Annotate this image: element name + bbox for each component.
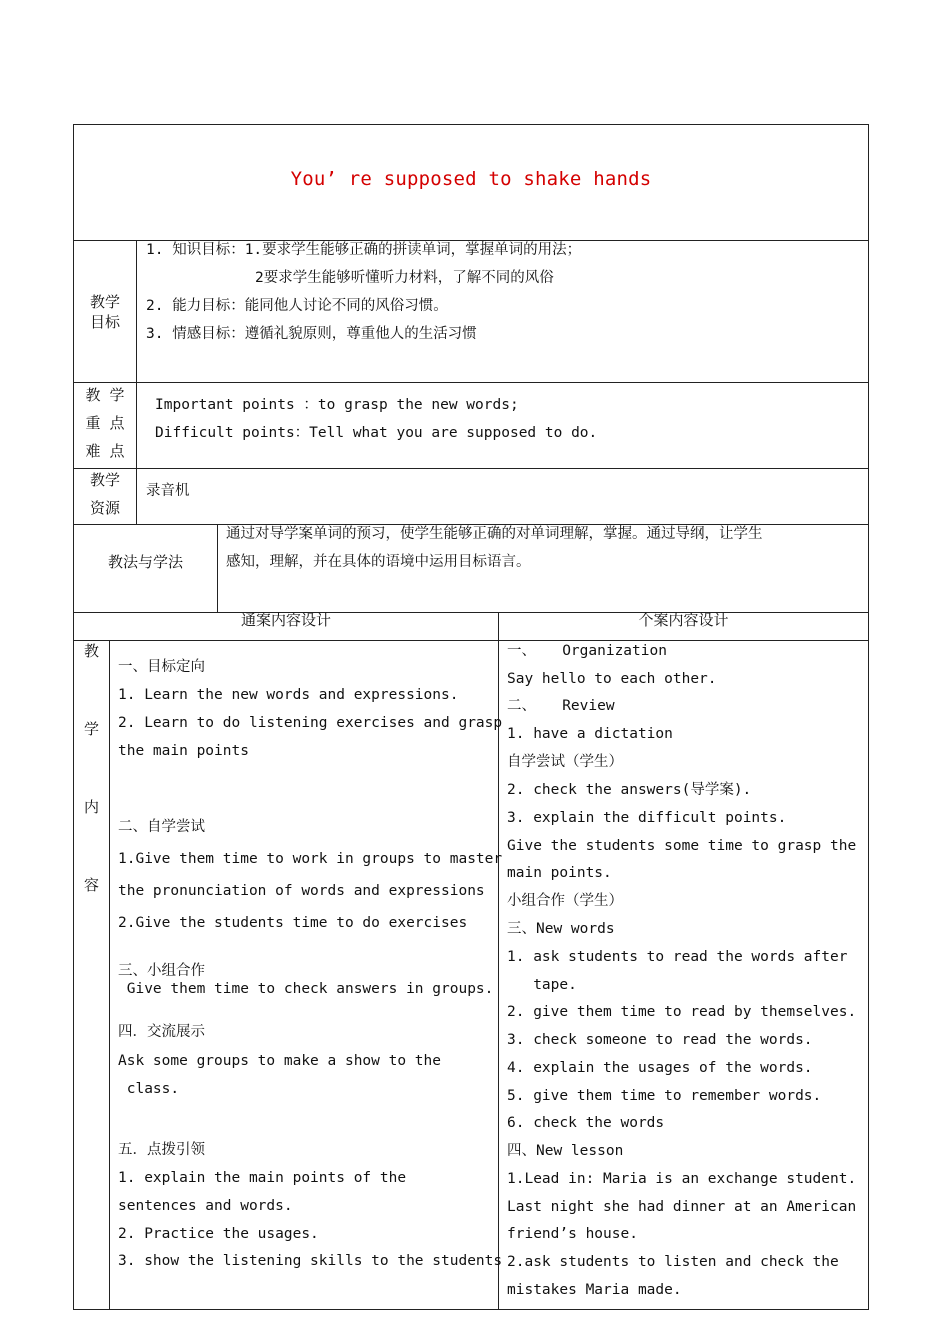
list-item: class. [118,1081,180,1097]
list-item: main points. [507,865,612,881]
content-label-char: 容 [83,876,99,894]
methods-line: 感知，理解，并在具体的语境中运用目标语言。 [226,554,531,570]
section-title: 二、自学尝试 [118,819,205,835]
resources-value: 录音机 [146,483,190,499]
list-item: 2.Give the students time to do exercises [118,915,468,931]
objectives-label-line: 目标 [89,313,120,331]
table-border-bottom [73,1309,869,1310]
key-points-label-line: 重 点 [85,414,125,432]
list-item: 6. check the words [507,1115,665,1131]
list-item: 5. give them time to remember words. [507,1088,822,1104]
objective-line: 3. 情感目标：遵循礼貌原则，尊重他人的生活习惯 [146,326,477,342]
list-item: mistakes Maria made. [507,1282,682,1298]
list-item: sentences and words. [118,1198,293,1214]
list-item: 2. Practice the usages. [118,1226,319,1242]
objectives-label [74,292,136,332]
row-divider [73,468,869,469]
objective-line: 1. 知识目标：1.要求学生能够正确的拼读单词，掌握单词的用法； [146,242,582,258]
methods-label: 教法与学法 [107,553,183,571]
column-divider [217,524,218,612]
difficult-points: Difficult points：Tell what you are supposed to do. [155,425,598,441]
list-item: the main points [118,743,249,759]
list-item: 3. check someone to read the words. [507,1032,813,1048]
content-label-char: 内 [83,798,99,816]
column-divider [109,640,110,1310]
list-item: friend’s house. [507,1226,638,1242]
list-item: Ask some groups to make a show to the [118,1053,442,1069]
objective-line: 2要求学生能够听懂听力材料，了解不同的风俗 [255,270,554,286]
common-design-header: 通案内容设计 [240,611,331,629]
section-title: 一、目标定向 [118,659,205,675]
list-item: 1.Lead in: Maria is an exchange student. [507,1171,857,1187]
list-item: Give the students some time to grasp the [507,838,857,854]
list-item: 4. explain the usages of the words. [507,1060,813,1076]
list-item: 一、 Organization [507,643,667,659]
list-item: 1. explain the main points of the [118,1170,407,1186]
list-item: 自学尝试（学生） [507,754,623,770]
list-item: 四、New lesson [507,1143,624,1159]
list-item: 2.ask students to listen and check the [507,1254,839,1270]
list-item: 1. have a dictation [507,726,673,742]
section-title: 五．点拨引领 [118,1142,205,1158]
list-item: 1. ask students to read the words after [507,949,848,965]
list-item: 3. show the listening skills to the students [118,1253,503,1269]
column-divider [136,382,137,468]
document-title: You’ re supposed to shake hands [290,168,652,190]
list-item: Say hello to each other. [507,671,717,687]
list-item: 2. Learn to do listening exercises and grasp [118,715,503,731]
list-item: 三、New words [507,921,615,937]
table-border-top [73,124,869,125]
content-label-char: 教 [83,642,99,660]
list-item: Last night she had dinner at an American [507,1199,857,1215]
resources-label [74,466,136,522]
resources-label-line: 教学 [89,471,120,489]
methods-line: 通过对导学案单词的预习，使学生能够正确的对单词理解，掌握。通过导纲，让学生 [226,526,763,542]
list-item: 2. give them time to read by themselves. [507,1004,857,1020]
content-label-char: 学 [83,720,99,738]
row-divider [73,382,869,383]
column-divider [136,240,137,382]
table-border-right [868,124,869,1310]
list-item: 3. explain the difficult points. [507,810,787,826]
objectives-label-line: 教学 [89,293,120,311]
list-item: 二、 Review [507,698,615,714]
list-item: the pronunciation of words and expressions [118,883,485,899]
important-points: Important points ：to grasp the new words; [155,397,519,413]
list-item: tape. [507,977,577,993]
list-item: Give them time to check answers in groups. [118,981,494,997]
list-item: 1.Give them time to work in groups to master [118,851,503,867]
key-points-label-line: 难 点 [85,442,125,460]
row-divider [73,640,869,641]
list-item: 1. Learn the new words and expressions. [118,687,459,703]
list-item: 2. check the answers(导学案). [507,782,752,798]
list-item: 小组合作（学生） [507,893,623,909]
key-points-label-line: 教 学 [85,386,125,404]
section-title: 四．交流展示 [118,1024,205,1040]
section-title: 三、小组合作 [118,963,205,979]
resources-label-line: 资源 [89,499,120,517]
objective-line: 2. 能力目标：能同他人讨论不同的风俗习惯。 [146,298,448,314]
column-divider [136,468,137,524]
key-points-label [74,381,136,465]
individual-design-header: 个案内容设计 [638,611,729,629]
